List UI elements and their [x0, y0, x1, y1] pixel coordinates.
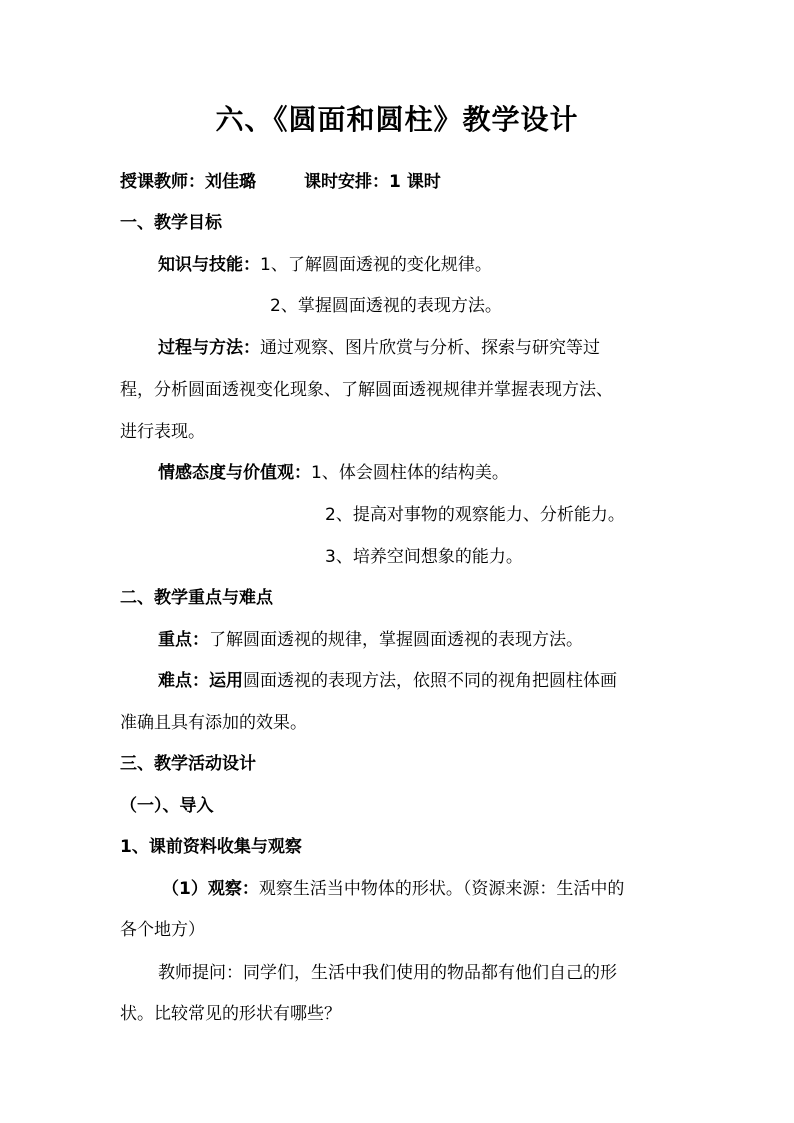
difficulty-bold-word: 运用: [209, 671, 243, 691]
key-point-label: 重点：: [158, 630, 209, 650]
section-1-heading: 一、教学目标: [120, 213, 222, 233]
knowledge-item-1: 1、了解圆面透视的变化规律。: [260, 255, 492, 275]
key-point-line: [158, 628, 583, 652]
attitude-item-2: 2、提高对事物的观察能力、分析能力。: [325, 505, 625, 525]
section-2-heading: 二、教学重点与难点: [120, 588, 273, 608]
item-1-heading: 1、课前资料收集与观察: [120, 837, 302, 857]
knowledge-item-2: 2、掌握圆面透视的表现方法。: [270, 296, 502, 316]
difficulty-line-1: [158, 669, 617, 693]
document-title: 六、《圆面和圆柱》教学设计: [215, 103, 579, 136]
teacher-question-2: 状。比较常见的形状有哪些？: [120, 1004, 341, 1024]
teacher-name: 刘佳璐: [205, 172, 256, 192]
difficulty-text-1: 圆面透视的表现方法，依照不同的视角把圆柱体画: [243, 671, 617, 691]
hours-value: 1 课时: [389, 172, 441, 192]
difficulty-label: 难点：: [158, 671, 209, 691]
hours-label: 课时安排：: [304, 172, 389, 192]
meta-line: [120, 170, 441, 194]
attitude-label: 情感态度与价值观：: [158, 463, 311, 483]
observe-line-1: [162, 877, 624, 901]
observe-label: （1）观察：: [162, 879, 259, 899]
attitude-line-1: [158, 461, 509, 485]
teacher-label: 授课教师：: [120, 172, 205, 192]
knowledge-line-1: [158, 253, 492, 277]
process-text-1: 通过观察、图片欣赏与分析、探索与研究等过: [260, 338, 600, 358]
process-line-1: [158, 336, 600, 360]
subsection-intro: （一）、导入: [120, 796, 214, 816]
knowledge-label: 知识与技能：: [158, 255, 260, 275]
attitude-item-3: 3、培养空间想象的能力。: [325, 547, 523, 567]
process-text-2: 程，分析圆面透视变化现象、了解圆面透视规律并掌握表现方法、: [120, 380, 613, 400]
attitude-item-1: 1、体会圆柱体的结构美。: [311, 463, 509, 483]
teacher-question-1: 教师提问：同学们，生活中我们使用的物品都有他们自己的形: [158, 963, 617, 983]
process-text-3: 进行表现。: [120, 422, 205, 442]
observe-text-2: 各个地方）: [120, 920, 205, 940]
observe-text-1: 观察生活当中物体的形状。（资源来源：生活中的: [258, 879, 625, 899]
difficulty-text-2: 准确且具有添加的效果。: [120, 713, 307, 733]
process-label: 过程与方法：: [158, 338, 260, 358]
section-3-heading: 三、教学活动设计: [120, 754, 256, 774]
key-point-text: 了解圆面透视的规律，掌握圆面透视的表现方法。: [209, 630, 583, 650]
